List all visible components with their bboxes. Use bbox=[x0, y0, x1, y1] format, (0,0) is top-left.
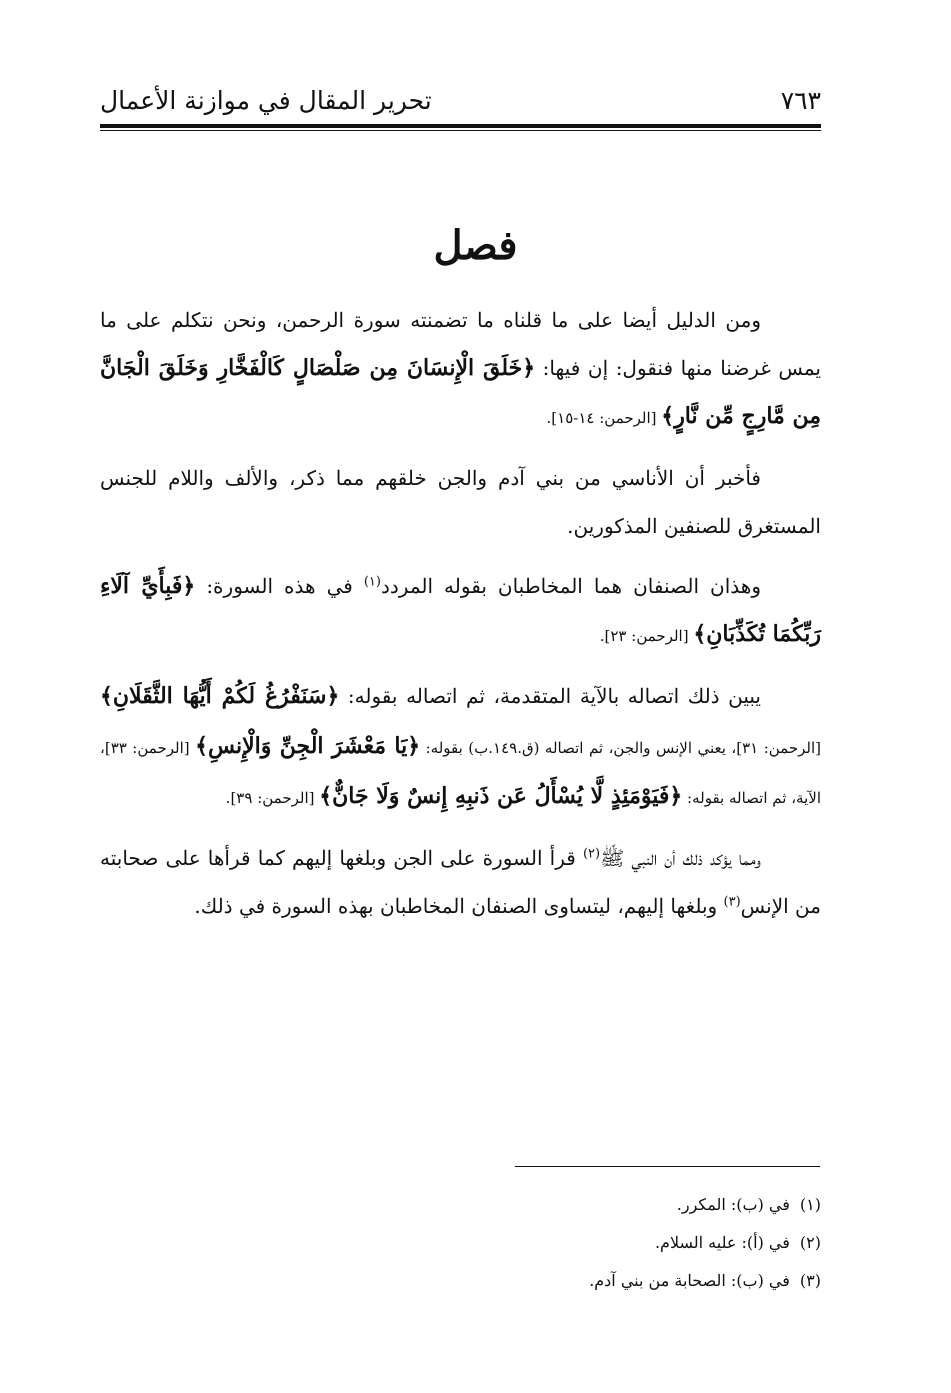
footnote bbox=[100, 1224, 821, 1262]
paragraph bbox=[100, 296, 821, 442]
main-text bbox=[100, 296, 821, 942]
footnote-marker[interactable]: (٢) bbox=[582, 846, 601, 862]
footnote-text: في (ب): الصحابة من بني آدم. bbox=[589, 1271, 790, 1290]
paragraph bbox=[100, 562, 821, 660]
quran-verse: ﴿فَبِأَيِّ آلَاءِ رَبِّكُمَا تُكَذِّبَانِ﴾ bbox=[100, 573, 821, 647]
footnote-separator bbox=[515, 1166, 820, 1167]
paragraph-text: ومن الدليل أيضا على ما قلناه ما تضمنته سورة الرحمن، ونحن نتكلم على ما يمس غرضنا منها فنقول: إن فيها: bbox=[100, 308, 821, 380]
quran-verse: ﴿يَا مَعْشَرَ الْجِنِّ وَالْإِنسِ﴾ bbox=[195, 733, 421, 759]
paragraph-text: يبين ذلك اتصاله بالآية المتقدمة، ثم اتصاله بقوله: bbox=[339, 684, 762, 708]
paragraph bbox=[100, 834, 821, 930]
footnote bbox=[100, 1186, 821, 1224]
verse-reference: [الرحمن: ٣٩]. bbox=[225, 789, 320, 807]
running-header bbox=[100, 80, 821, 126]
paragraph-text: ومما يؤكد ذلك أن النبي ﷺ bbox=[600, 846, 761, 870]
footnote-text: في (ب): المكرر. bbox=[676, 1195, 790, 1214]
paragraph-text: وهذان الصنفان هما المخاطبان بقوله المردد bbox=[380, 574, 761, 598]
paragraph-text: فأخبر أن الأناسي من بني آدم والجن خلقهم مما ذكر، والألف واللام للجنس المستغرق للصنفين المذكورين. bbox=[100, 466, 821, 538]
paragraph-text: قرأ السورة على الجن وبلغها إليهم كما قرأها على صحابته من الإنس bbox=[100, 846, 821, 918]
quran-verse: ﴿خَلَقَ الْإِنسَانَ مِن صَلْصَالٍ كَالْفَخَّارِ وَخَلَقَ الْجَانَّ مِن مَّارِجٍ مِّن نَّارٍ﴾ bbox=[100, 355, 821, 429]
quran-verse: ﴿فَيَوْمَئِذٍ لَّا يُسْأَلُ عَن ذَنبِهِ إِنسٌ وَلَا جَانٌّ﴾ bbox=[319, 783, 683, 809]
footnote-number: (٣) bbox=[799, 1271, 821, 1290]
paragraph bbox=[100, 454, 821, 550]
verse-reference: [الرحمن: ١٤-١٥]. bbox=[546, 409, 662, 427]
paragraph bbox=[100, 672, 821, 822]
page-number: ٧٦٣ bbox=[780, 86, 821, 115]
book-title: تحرير المقال في موازنة الأعمال bbox=[100, 86, 432, 115]
footnote-number: (٢) bbox=[799, 1233, 821, 1252]
paragraph-text: في هذه السورة: bbox=[195, 574, 364, 598]
verse-reference: [الرحمن: ٣١]، يعني الإنس والجن، ثم اتصاله (ق.١٤٩.ب) بقوله: bbox=[420, 739, 821, 757]
footnote-marker[interactable]: (٣) bbox=[723, 894, 741, 910]
footnote-text: في (أ): عليه السلام. bbox=[654, 1233, 790, 1252]
verse-reference: [الرحمن: ٣٣]، الآية، ثم اتصاله بقوله: bbox=[100, 739, 821, 807]
header-rule-thick bbox=[100, 124, 821, 128]
paragraph-text: وبلغها إليهم، ليتساوى الصنفان المخاطبان بهذه السورة في ذلك. bbox=[194, 894, 724, 918]
verse-reference: [الرحمن: ٢٣]. bbox=[599, 627, 694, 645]
footnote-number: (١) bbox=[799, 1195, 821, 1214]
header-rule-thin bbox=[100, 130, 821, 131]
section-title: فصل bbox=[433, 222, 518, 269]
footnote bbox=[100, 1262, 821, 1300]
footnotes bbox=[100, 1186, 821, 1300]
quran-verse: ﴿سَنَفْرُغُ لَكُمْ أَيُّهَا الثَّقَلَانِ﴾ bbox=[100, 683, 340, 709]
footnote-marker[interactable]: (١) bbox=[363, 574, 381, 590]
